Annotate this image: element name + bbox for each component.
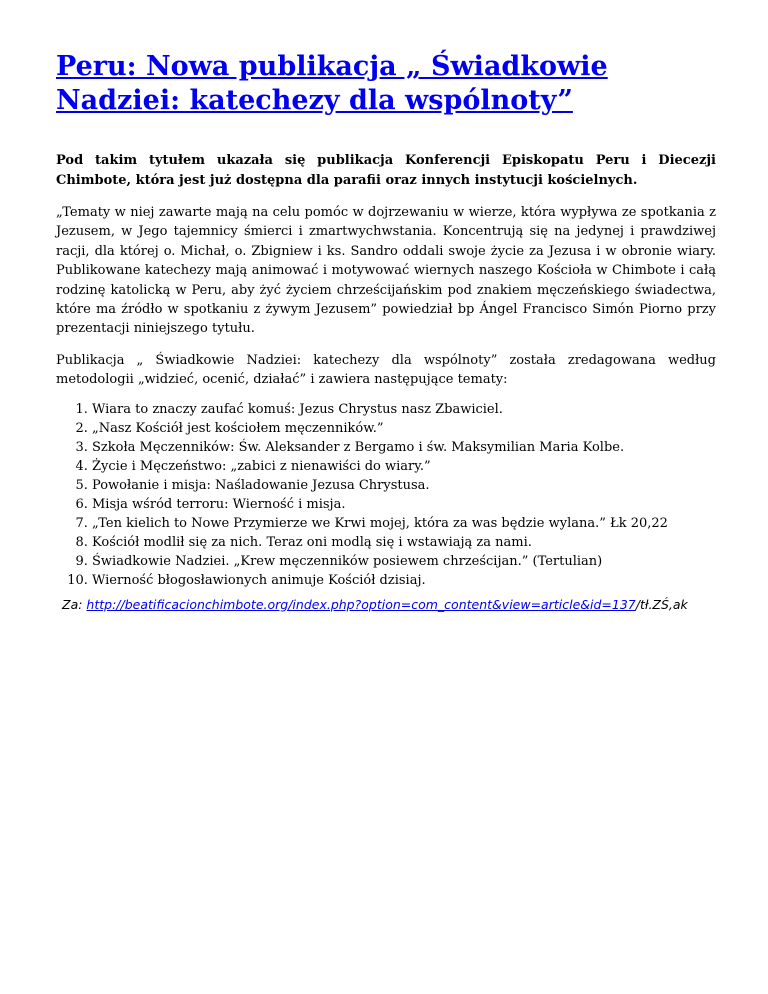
list-item: 6. Misja wśród terroru: Wierność i misja.	[92, 495, 716, 514]
source-attribution	[62, 596, 716, 614]
article-title-link[interactable]: Peru: Nowa publikacja „ Świadkowie Nadziei: katechezy dla wspólnoty”	[56, 51, 608, 116]
source-prefix: Za:	[62, 596, 87, 612]
source-suffix: /tł.ZŚ,ak	[635, 596, 688, 612]
list-item: 4. Życie i Męczeństwo: „zabici z nienawiści do wiary.”	[92, 457, 716, 476]
article-title	[56, 50, 716, 118]
list-item: 9. Świadkowie Nadziei. „Krew męczenników posiewem chrześcijan.” (Tertulian)	[92, 552, 716, 571]
list-item: 8. Kościół modlił się za nich. Teraz oni modlą się i wstawiają za nami.	[92, 533, 716, 552]
list-item: 10. Wierność błogosławionych animuje Kościół dzisiaj.	[92, 571, 716, 590]
article-lead: Pod takim tytułem ukazała się publikacja Konferencji Episkopatu Peru i Diecezji Chimbote, która jest już dostępna dla parafii oraz innych instytucji kościelnych.	[56, 153, 716, 188]
list-item: 7. „Ten kielich to Nowe Przymierze we Krwi mojej, która za was będzie wylana.” Łk 20,22	[92, 514, 716, 533]
list-item: 3. Szkoła Męczenników: Św. Aleksander z Bergamo i św. Maksymilian Maria Kolbe.	[92, 438, 716, 457]
list-item: 5. Powołanie i misja: Naśladowanie Jezusa Chrystusa.	[92, 476, 716, 495]
list-item: 2. „Nasz Kościół jest kościołem męczenników.”	[92, 419, 716, 438]
article	[56, 50, 716, 614]
source-link[interactable]: http://beatificacionchimbote.org/index.php?option=com_content&view=article&id=137	[86, 596, 636, 612]
article-paragraph-intro: Publikacja „ Świadkowie Nadziei: katechezy dla wspólnoty” została zredagowana według metodologii „widzieć, ocenić, działać” i zawiera następujące tematy:	[56, 352, 716, 388]
list-item: 1. Wiara to znaczy zaufać komuś: Jezus Chrystus nasz Zbawiciel.	[92, 400, 716, 419]
topics-list	[56, 400, 716, 590]
article-paragraph-quote: „Tematy w niej zawarte mają na celu pomóc w dojrzewaniu w wierze, która wypływa ze spotkania z Jezusem, w Jego tajemnicy śmierci i zmartwychwstania. Koncentrują się na jedynej i prawdziwej racji, dla której o. Michał, o. Zbigniew i ks. Sandro oddali swoje życie za Jezusa i w obronie wiary. Publikowane katechezy mają animować i motywować wiernych naszego Kościoła w Chimbote i całą rodzinę katolicką w Peru, aby żyć życiem chrześcijańskim pod znakiem męczeńskiego świadectwa, które ma źródło w spotkaniu z żywym Jezusem” powiedział bp Ángel Francisco Simón Piorno przy prezentacji niniejszego tytułu.	[56, 205, 716, 337]
